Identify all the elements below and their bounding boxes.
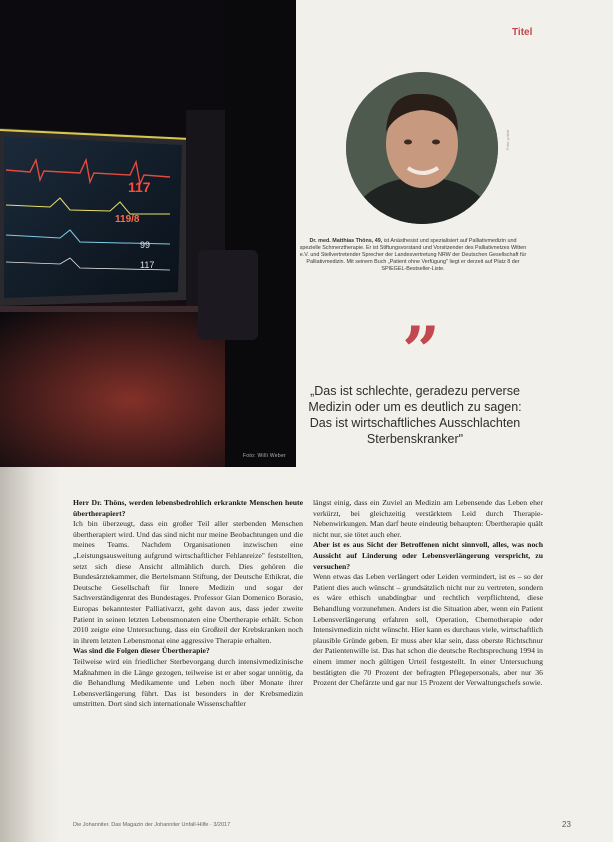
interview-answer: längst einig, dass ein Zuviel an Medizin am Lebensende das Leben eher verkürzt, bei gleichzeitig verstärktem Leid durch Therapie-Nebenwirkungen. Man darf heute eindeutig behaupten: Übertherapie quält nicht nur, sie tötet auch eher. (313, 498, 543, 539)
interview-answer: Wenn etwas das Leben verlängert oder Leiden vermindert, ist es – so der Patient dies auch wünscht – grundsätzlich nicht nur zu vertreten, sondern es wäre ethisch unabdingbar und rechtlich verpflichtend, diese Behandlung vorzunehmen. Anders ist die Situation aber, wenn ein Patient Lebensverlängerung erfahren soll, Operation, Chemotherapie oder Intensivmedizin nicht wünscht. Hier kann es durchaus viele, wirtschaftlich plausible Gründe geben. Er muss aber klar sein, dass oberste Richtschnur der Patientenwille ist. Das hat schon die deutsche Rechtsprechung 1994 in einem immer noch gültigen Urteil festgestellt. In einer Untersuchung bestätigten die 70 Prozent der befragten Pflegepersonals, aber nur 36 Prozent der Chefärzte und gar nur 15 Prozent der Verwaltungschefs sowie. (313, 572, 543, 688)
photo-credit: Foto: Willi Weber (242, 453, 286, 459)
section-rubric: Titel (512, 27, 533, 38)
quote-mark-icon: ” (402, 312, 440, 390)
page-number: 23 (562, 820, 571, 829)
magazine-footer: Die Johanniter. Das Magazin der Johanniter Unfall-Hilfe · 3/2017 (73, 822, 231, 828)
portrait-credit: Foto: privat (505, 129, 510, 150)
svg-text:119/8: 119/8 (115, 214, 140, 225)
portrait-illustration (346, 72, 498, 224)
author-portrait (346, 72, 498, 224)
svg-text:117: 117 (128, 179, 151, 195)
interview-question: Was sind die Folgen dieser Übertherapie? (73, 646, 210, 656)
svg-text:117: 117 (140, 260, 155, 270)
page-gutter (0, 467, 60, 842)
caption-name: Dr. med. Matthias Thöns, 49, (309, 238, 383, 244)
svg-text:99: 99 (140, 240, 151, 250)
article-column-right (313, 498, 543, 689)
pull-quote: „Das ist schlechte, geradezu perverse Medizin oder um es deutlich zu sagen: Das ist wirtschaftliches Ausschlachten Sterbenskranker" (308, 384, 522, 446)
hospital-monitor-photo (0, 0, 296, 467)
caption-text: ist Anästhesist und spezialisiert auf Palliativmedizin und spezielle Schmerztherapie. Er ist Stiftungsvorstand und Vorsitzender des Palliativnetzes Witten e.V. und Stellvertretender Sprecher der Landesvertretung NRW der Deutschen Gesellschaft für Palliativmedizin. Mit seinem Buch „Patient ohne Verfügung" liegt er derzeit auf Platz 8 der SPIEGEL-Bestseller-Liste. (299, 238, 527, 273)
interview-question: Aber ist es aus Sicht der Betroffenen nicht sinnvoll, alles, was noch Aussicht auf Linderung oder Lebensverlängerung verspricht, zu versuchen? (313, 540, 543, 571)
interview-answer: Ich bin überzeugt, dass ein großer Teil aller sterbenden Menschen übertherapiert wird. Und das sind nicht nur meine Beobachtungen und die meines Teams. Nachdem Organisationen inzwischen eine „Leistungsausweitung aufgrund wirtschaftlicher Fehlanreize" feststellten, setzt sich diese Ansicht allmählich durch. Dies gehören die Bundesärztekammer, die Bertelsmann Stiftung, der Deutsche Ethikrat, die Deutsche Gesellschaft für Innere Medizin und sogar der Sachverständigenrat des Bundestages. Professor Gian Domenico Borasio, Europas bekanntester Palliativarzt, geht davon aus, dass jeder zweite Patient in seinen letzten Lebensmonaten eine Übertherapie erhält. Schon 2010 zeigte eine Untersuchung, dass ein Großteil der Krebskranken noch in ihrem letzten Lebensmonat eine aggressive Therapie erhalten. (73, 519, 303, 645)
interview-question: Herr Dr. Thöns, werden lebensbedrohlich erkrankte Menschen heute übertherapiert? (73, 498, 303, 518)
portrait-caption (299, 238, 527, 273)
monitor-illustration (0, 0, 296, 467)
article-column-left (73, 498, 303, 710)
interview-answer: Teilweise wird ein friedlicher Sterbevorgang durch intensivmedizinische Maßnahmen in die Länge gezogen, teilweise ist er aber sogar unnötig, da die Behandlung Medikamente und Leben noch über Monate ihrer Lebensverlängerung führt. Das ist besonders in der Krebsmedizin umstritten. Dort sind sich internationale Wissenschaftler (73, 656, 303, 709)
